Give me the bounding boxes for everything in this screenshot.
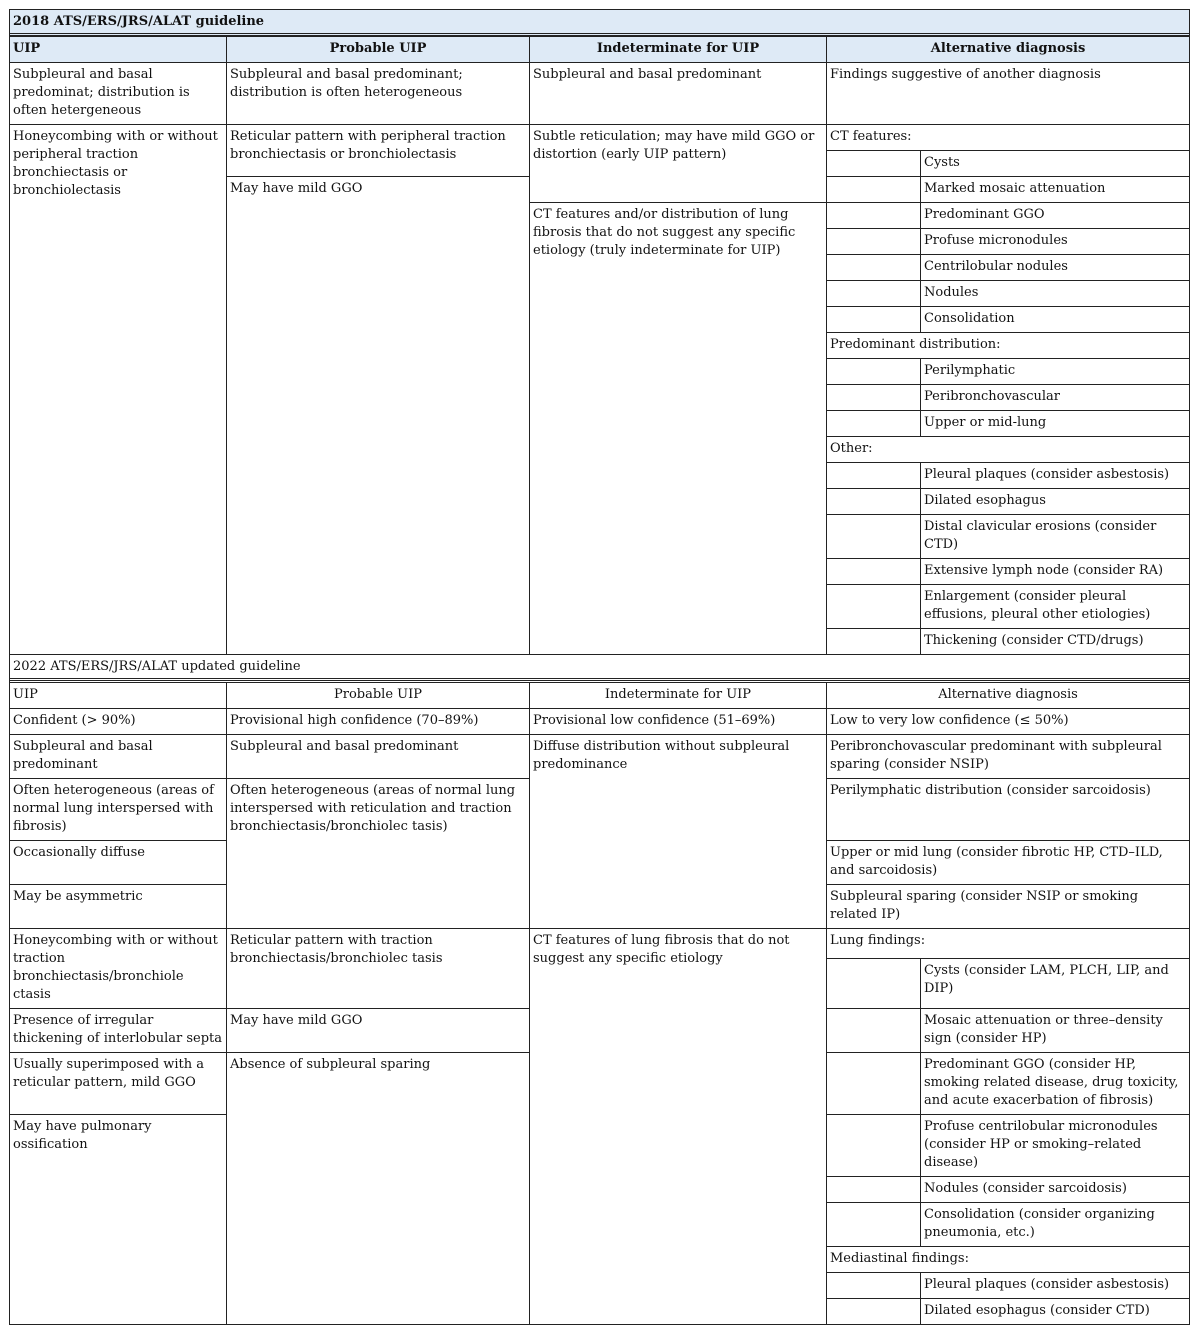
col-header-indeterminate-2022: Indeterminate for UIP: [530, 683, 827, 709]
cell-2022-probable-features: Absence of subpleural sparing: [227, 1053, 530, 1325]
alt-2018-other-item: Distal clavicular erosions (consider CTD): [921, 515, 1190, 559]
guideline-table: [9, 9, 1190, 1325]
indent-cell: [827, 151, 921, 177]
indent-cell: [827, 585, 921, 629]
cell-2022-indeterminate-confidence: Provisional low confidence (51–69%): [530, 709, 827, 735]
cell-2018-indeterminate-features-2: CT features and/or distribution of lung fibrosis that do not suggest any specific etiology (truly indeterminate for UIP): [530, 203, 827, 655]
alt-2022-lung-item: Predominant GGO (consider HP, smoking related disease, drug toxicity, and acute exacerbation of fibrosis): [921, 1053, 1190, 1115]
cell-2022-uip-features: Usually superimposed with a reticular pattern, mild GGO: [10, 1053, 227, 1115]
alt-2018-other-item: Thickening (consider CTD/drugs): [921, 629, 1190, 655]
col-header-indeterminate: Indeterminate for UIP: [530, 37, 827, 63]
cell-2022-uip-features: May have pulmonary ossification: [10, 1115, 227, 1325]
indent-cell: [827, 1009, 921, 1053]
alt-2022-mediastinal-item: Pleural plaques (consider asbestosis): [921, 1273, 1190, 1299]
alt-2018-other-item: Dilated esophagus: [921, 489, 1190, 515]
alt-2018-ct-item: Nodules: [921, 281, 1190, 307]
alt-2018-dist-item: Upper or mid-lung: [921, 411, 1190, 437]
cell-2018-probable-features-1: Reticular pattern with peripheral traction bronchiectasis or bronchiolectasis: [227, 125, 530, 177]
cell-2022-uip-distribution: Occasionally diffuse: [10, 841, 227, 885]
indent-cell: [827, 411, 921, 437]
indent-cell: [827, 229, 921, 255]
alt-2022-mediastinal-label: Mediastinal findings:: [827, 1247, 1190, 1273]
alt-2022-lung-item: Profuse centrilobular micronodules (consider HP or smoking–related disease): [921, 1115, 1190, 1177]
cell-2022-probable-distribution-1: Subpleural and basal predominant: [227, 735, 530, 779]
indent-cell: [827, 1053, 921, 1115]
cell-2022-probable-confidence: Provisional high confidence (70–89%): [227, 709, 530, 735]
alt-2018-dist-item: Perilymphatic: [921, 359, 1190, 385]
section-2022: [10, 655, 1190, 683]
alt-2022-lung-item: Cysts (consider LAM, PLCH, LIP, and DIP): [921, 958, 1190, 1008]
alt-2018-other-item: Extensive lymph node (consider RA): [921, 559, 1190, 585]
cell-2022-probable-distribution-2: Often heterogeneous (areas of normal lung interspersed with reticulation and traction bronchiectasis/bronchiolec tasis): [227, 779, 530, 929]
cell-2018-indeterminate-distribution: Subpleural and basal predominant: [530, 63, 827, 125]
section-2018: [10, 10, 1190, 37]
indent-cell: [827, 281, 921, 307]
alt-2018-ct-item: Predominant GGO: [921, 203, 1190, 229]
cell-2022-probable-features: May have mild GGO: [227, 1009, 530, 1053]
alt-2022-lung-item: Consolidation (consider organizing pneumonia, etc.): [921, 1203, 1190, 1247]
indent-cell: [827, 1299, 921, 1325]
indent-cell: [827, 559, 921, 585]
alt-2018-distribution-label: Predominant distribution:: [827, 333, 1190, 359]
header-row-2018: [10, 37, 1190, 63]
indent-cell: [827, 1115, 921, 1177]
alt-2018-ct-item: Centrilobular nodules: [921, 255, 1190, 281]
col-header-alternative-2022: Alternative diagnosis: [827, 683, 1190, 709]
indent-cell: [827, 359, 921, 385]
indent-cell: [827, 489, 921, 515]
cell-2022-alternative-distribution: Peribronchovascular predominant with subpleural sparing (consider NSIP): [827, 735, 1190, 779]
cell-2022-uip-distribution: May be asymmetric: [10, 885, 227, 929]
alt-2018-dist-item: Peribronchovascular: [921, 385, 1190, 411]
cell-2022-uip-distribution: Subpleural and basal predominant: [10, 735, 227, 779]
alt-2018-other-item: Pleural plaques (consider asbestosis): [921, 463, 1190, 489]
alt-2018-ct-item: Profuse micronodules: [921, 229, 1190, 255]
alt-2022-lung-label: Lung findings:: [827, 929, 1190, 959]
indent-cell: [827, 958, 921, 1008]
cell-2018-indeterminate-features-1: Subtle reticulation; may have mild GGO or distortion (early UIP pattern): [530, 125, 827, 203]
cell-2018-probable-features-2: May have mild GGO: [227, 177, 530, 655]
distribution-row-2018: [10, 63, 1190, 125]
cell-2022-alternative-distribution: Perilymphatic distribution (consider sarcoidosis): [827, 779, 1190, 841]
alt-2022-mediastinal-item: Dilated esophagus (consider CTD): [921, 1299, 1190, 1325]
cell-2018-probable-distribution: Subpleural and basal predominant; distribution is often heterogeneous: [227, 63, 530, 125]
confidence-row-2022: [10, 709, 1190, 735]
cell-2022-alternative-distribution: Upper or mid lung (consider fibrotic HP, CTD–ILD, and sarcoidosis): [827, 841, 1190, 885]
col-header-alternative: Alternative diagnosis: [827, 37, 1190, 63]
alt-2018-ct-item: Marked mosaic attenuation: [921, 177, 1190, 203]
alt-2018-other-label: Other:: [827, 437, 1190, 463]
cell-2022-uip-confidence: Confident (> 90%): [10, 709, 227, 735]
indent-cell: [827, 203, 921, 229]
cell-2022-uip-features: Honeycombing with or without traction bronchiectasis/bronchiole ctasis: [10, 929, 227, 1009]
section-2022-title: 2022 ATS/ERS/JRS/ALAT updated guideline: [10, 655, 1189, 681]
col-header-uip-2022: UIP: [10, 683, 227, 709]
alt-2018-ct-item: Cysts: [921, 151, 1190, 177]
alt-2018-ct-label: CT features:: [827, 125, 1190, 151]
cell-2018-alternative-distribution: Findings suggestive of another diagnosis: [827, 63, 1190, 125]
indent-cell: [827, 307, 921, 333]
indent-cell: [827, 463, 921, 489]
alt-2018-other-item: Enlargement (consider pleural effusions, pleural other etiologies): [921, 585, 1190, 629]
indent-cell: [827, 515, 921, 559]
section-2018-title: 2018 ATS/ERS/JRS/ALAT guideline: [10, 10, 1189, 36]
cell-2022-uip-distribution: Often heterogeneous (areas of normal lung interspersed with fibrosis): [10, 779, 227, 841]
cell-2022-indeterminate-features: CT features of lung fibrosis that do not suggest any specific etiology: [530, 929, 827, 1325]
cell-2022-indeterminate-distribution: Diffuse distribution without subpleural predominance: [530, 735, 827, 929]
indent-cell: [827, 177, 921, 203]
cell-2018-uip-distribution: Subpleural and basal predominat; distribution is often hetergeneous: [10, 63, 227, 125]
cell-2018-uip-features: Honeycombing with or without peripheral traction bronchiectasis or bronchiolectasis: [10, 125, 227, 655]
alt-2022-lung-item: Mosaic attenuation or three–density sign (consider HP): [921, 1009, 1190, 1053]
guideline-comparison-document: [9, 9, 1189, 1325]
indent-cell: [827, 255, 921, 281]
alt-2022-lung-item: Nodules (consider sarcoidosis): [921, 1177, 1190, 1203]
col-header-uip: UIP: [10, 37, 227, 63]
indent-cell: [827, 385, 921, 411]
header-row-2022: [10, 683, 1190, 709]
alt-2018-ct-item: Consolidation: [921, 307, 1190, 333]
cell-2022-alternative-confidence: Low to very low confidence (≤ 50%): [827, 709, 1190, 735]
col-header-probable-uip-2022: Probable UIP: [227, 683, 530, 709]
indent-cell: [827, 1273, 921, 1299]
cell-2022-uip-features: Presence of irregular thickening of interlobular septa: [10, 1009, 227, 1053]
col-header-probable-uip: Probable UIP: [227, 37, 530, 63]
cell-2022-probable-features: Reticular pattern with traction bronchiectasis/bronchiolec tasis: [227, 929, 530, 1009]
indent-cell: [827, 1177, 921, 1203]
indent-cell: [827, 1203, 921, 1247]
indent-cell: [827, 629, 921, 655]
cell-2022-alternative-distribution: Subpleural sparing (consider NSIP or smoking related IP): [827, 885, 1190, 929]
